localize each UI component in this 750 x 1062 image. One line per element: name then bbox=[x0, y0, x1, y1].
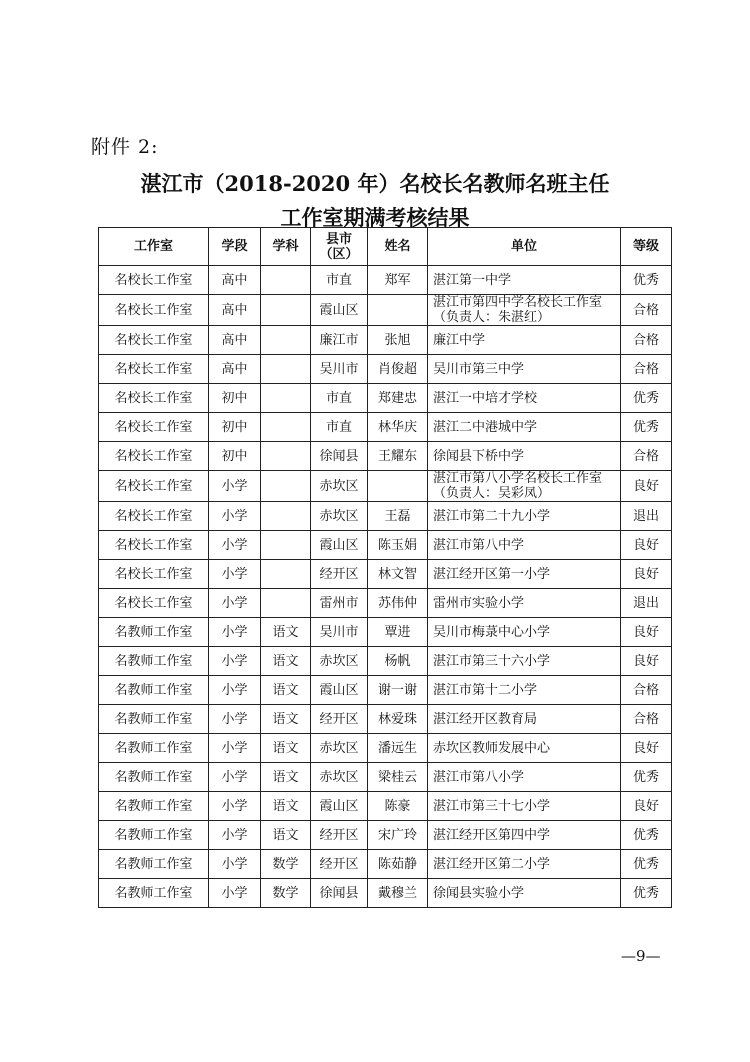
cell-unit: 雷州市实验小学 bbox=[428, 589, 621, 618]
table-row bbox=[99, 589, 672, 618]
cell-grade: 优秀 bbox=[621, 821, 672, 850]
cell-name: 王磊 bbox=[368, 502, 428, 531]
cell-unit: 湛江市第三十六小学 bbox=[428, 647, 621, 676]
cell-studio: 名校长工作室 bbox=[99, 384, 209, 413]
cell-subject bbox=[261, 355, 311, 384]
cell-name: 林华庆 bbox=[368, 413, 428, 442]
table-row bbox=[99, 560, 672, 589]
header-studio: 工作室 bbox=[99, 228, 209, 266]
table-header-row bbox=[99, 228, 672, 266]
cell-subject: 语文 bbox=[261, 821, 311, 850]
cell-subject: 语文 bbox=[261, 618, 311, 647]
cell-district: 吴川市 bbox=[311, 355, 368, 384]
cell-district: 赤坎区 bbox=[311, 502, 368, 531]
cell-grade: 合格 bbox=[621, 676, 672, 705]
cell-subject: 语文 bbox=[261, 734, 311, 763]
cell-subject: 语文 bbox=[261, 647, 311, 676]
cell-grade: 退出 bbox=[621, 589, 672, 618]
cell-grade: 良好 bbox=[621, 471, 672, 502]
table-row bbox=[99, 442, 672, 471]
cell-district: 经开区 bbox=[311, 560, 368, 589]
cell-unit: 湛江经开区教育局 bbox=[428, 705, 621, 734]
table-row bbox=[99, 266, 672, 295]
cell-name: 陈茹静 bbox=[368, 850, 428, 879]
cell-district: 徐闻县 bbox=[311, 879, 368, 908]
cell-grade: 良好 bbox=[621, 792, 672, 821]
cell-subject bbox=[261, 295, 311, 326]
cell-grade: 良好 bbox=[621, 734, 672, 763]
cell-studio: 名教师工作室 bbox=[99, 676, 209, 705]
cell-grade: 良好 bbox=[621, 618, 672, 647]
cell-studio: 名教师工作室 bbox=[99, 734, 209, 763]
header-subject: 学科 bbox=[261, 228, 311, 266]
cell-stage: 小学 bbox=[209, 531, 261, 560]
results-table bbox=[98, 227, 672, 908]
cell-studio: 名校长工作室 bbox=[99, 355, 209, 384]
cell-subject: 语文 bbox=[261, 763, 311, 792]
page-number: —9— bbox=[621, 947, 661, 965]
cell-stage: 小学 bbox=[209, 879, 261, 908]
cell-grade: 优秀 bbox=[621, 384, 672, 413]
cell-name bbox=[368, 295, 428, 326]
cell-studio: 名校长工作室 bbox=[99, 589, 209, 618]
table-row bbox=[99, 295, 672, 326]
cell-subject: 语文 bbox=[261, 792, 311, 821]
document-title-line2: 工作室期满考核结果 bbox=[280, 205, 470, 230]
cell-district: 霞山区 bbox=[311, 295, 368, 326]
cell-district: 雷州市 bbox=[311, 589, 368, 618]
cell-unit: 徐闻县实验小学 bbox=[428, 879, 621, 908]
cell-grade: 良好 bbox=[621, 560, 672, 589]
cell-unit: 湛江一中培才学校 bbox=[428, 384, 621, 413]
cell-unit: 湛江经开区第四中学 bbox=[428, 821, 621, 850]
cell-grade: 优秀 bbox=[621, 763, 672, 792]
header-grade: 等级 bbox=[621, 228, 672, 266]
cell-name: 杨帆 bbox=[368, 647, 428, 676]
cell-studio: 名校长工作室 bbox=[99, 502, 209, 531]
cell-unit: 湛江市第二十九小学 bbox=[428, 502, 621, 531]
cell-studio: 名校长工作室 bbox=[99, 266, 209, 295]
cell-district: 市直 bbox=[311, 413, 368, 442]
table-row bbox=[99, 676, 672, 705]
cell-stage: 小学 bbox=[209, 618, 261, 647]
cell-unit: 吴川市梅菉中心小学 bbox=[428, 618, 621, 647]
table-row bbox=[99, 792, 672, 821]
cell-unit: 徐闻县下桥中学 bbox=[428, 442, 621, 471]
cell-stage: 初中 bbox=[209, 384, 261, 413]
cell-stage: 小学 bbox=[209, 589, 261, 618]
cell-district: 霞山区 bbox=[311, 676, 368, 705]
cell-district: 赤坎区 bbox=[311, 763, 368, 792]
cell-grade: 合格 bbox=[621, 355, 672, 384]
cell-grade: 优秀 bbox=[621, 850, 672, 879]
cell-grade: 优秀 bbox=[621, 266, 672, 295]
cell-subject: 数学 bbox=[261, 879, 311, 908]
cell-district: 经开区 bbox=[311, 850, 368, 879]
cell-unit: 湛江市第三十七小学 bbox=[428, 792, 621, 821]
cell-district: 赤坎区 bbox=[311, 647, 368, 676]
cell-studio: 名校长工作室 bbox=[99, 531, 209, 560]
table-row bbox=[99, 734, 672, 763]
cell-studio: 名教师工作室 bbox=[99, 618, 209, 647]
cell-district: 廉江市 bbox=[311, 326, 368, 355]
cell-grade: 优秀 bbox=[621, 413, 672, 442]
cell-subject bbox=[261, 471, 311, 502]
cell-subject bbox=[261, 442, 311, 471]
table-row bbox=[99, 326, 672, 355]
cell-name: 肖俊超 bbox=[368, 355, 428, 384]
cell-studio: 名教师工作室 bbox=[99, 821, 209, 850]
table-row bbox=[99, 705, 672, 734]
cell-name: 林文智 bbox=[368, 560, 428, 589]
header-name: 姓名 bbox=[368, 228, 428, 266]
cell-stage: 小学 bbox=[209, 821, 261, 850]
table-row bbox=[99, 355, 672, 384]
cell-name: 林爱珠 bbox=[368, 705, 428, 734]
header-stage: 学段 bbox=[209, 228, 261, 266]
cell-grade: 合格 bbox=[621, 705, 672, 734]
cell-unit: 廉江中学 bbox=[428, 326, 621, 355]
cell-district: 吴川市 bbox=[311, 618, 368, 647]
cell-subject bbox=[261, 266, 311, 295]
cell-subject bbox=[261, 560, 311, 589]
cell-subject: 语文 bbox=[261, 705, 311, 734]
cell-district: 霞山区 bbox=[311, 531, 368, 560]
cell-studio: 名校长工作室 bbox=[99, 471, 209, 502]
table-row bbox=[99, 763, 672, 792]
cell-stage: 小学 bbox=[209, 471, 261, 502]
table-row bbox=[99, 850, 672, 879]
table-row bbox=[99, 502, 672, 531]
cell-unit: 湛江第一中学 bbox=[428, 266, 621, 295]
cell-studio: 名教师工作室 bbox=[99, 792, 209, 821]
cell-stage: 小学 bbox=[209, 560, 261, 589]
cell-district: 市直 bbox=[311, 266, 368, 295]
table-body bbox=[99, 266, 672, 908]
cell-stage: 高中 bbox=[209, 326, 261, 355]
cell-stage: 小学 bbox=[209, 792, 261, 821]
cell-name bbox=[368, 471, 428, 502]
cell-studio: 名教师工作室 bbox=[99, 850, 209, 879]
cell-name: 郑建忠 bbox=[368, 384, 428, 413]
table-row bbox=[99, 879, 672, 908]
cell-grade: 合格 bbox=[621, 442, 672, 471]
cell-name: 梁桂云 bbox=[368, 763, 428, 792]
cell-name: 王耀东 bbox=[368, 442, 428, 471]
cell-studio: 名校长工作室 bbox=[99, 413, 209, 442]
cell-name: 潘远生 bbox=[368, 734, 428, 763]
attachment-label: 附件 2: bbox=[91, 136, 159, 158]
cell-subject bbox=[261, 413, 311, 442]
cell-studio: 名教师工作室 bbox=[99, 763, 209, 792]
header-unit: 单位 bbox=[428, 228, 621, 266]
cell-stage: 小学 bbox=[209, 734, 261, 763]
cell-district: 经开区 bbox=[311, 821, 368, 850]
cell-unit: 湛江市第四中学名校长工作室（负责人：朱湛红） bbox=[428, 295, 621, 326]
table-row bbox=[99, 531, 672, 560]
cell-district: 经开区 bbox=[311, 705, 368, 734]
cell-subject bbox=[261, 589, 311, 618]
cell-studio: 名校长工作室 bbox=[99, 326, 209, 355]
document-title-line1: 湛江市（2018-2020 年）名校长名教师名班主任 bbox=[140, 171, 610, 196]
cell-stage: 高中 bbox=[209, 355, 261, 384]
table-row bbox=[99, 647, 672, 676]
cell-unit: 湛江市第八小学 bbox=[428, 763, 621, 792]
table-row bbox=[99, 471, 672, 502]
cell-studio: 名校长工作室 bbox=[99, 295, 209, 326]
cell-unit: 湛江市第十二小学 bbox=[428, 676, 621, 705]
cell-stage: 高中 bbox=[209, 266, 261, 295]
cell-grade: 良好 bbox=[621, 531, 672, 560]
cell-unit: 湛江市第八中学 bbox=[428, 531, 621, 560]
cell-name: 谢一谢 bbox=[368, 676, 428, 705]
cell-subject bbox=[261, 384, 311, 413]
table-row bbox=[99, 821, 672, 850]
cell-studio: 名教师工作室 bbox=[99, 705, 209, 734]
cell-stage: 小学 bbox=[209, 763, 261, 792]
cell-grade: 合格 bbox=[621, 326, 672, 355]
cell-stage: 初中 bbox=[209, 413, 261, 442]
cell-stage: 小学 bbox=[209, 705, 261, 734]
cell-studio: 名校长工作室 bbox=[99, 442, 209, 471]
table-row bbox=[99, 618, 672, 647]
cell-name: 张旭 bbox=[368, 326, 428, 355]
cell-grade: 退出 bbox=[621, 502, 672, 531]
cell-unit: 吴川市第三中学 bbox=[428, 355, 621, 384]
cell-name: 戴穆兰 bbox=[368, 879, 428, 908]
header-district: 县市（区） bbox=[311, 228, 368, 266]
cell-name: 宋广玲 bbox=[368, 821, 428, 850]
cell-subject: 语文 bbox=[261, 676, 311, 705]
cell-district: 霞山区 bbox=[311, 792, 368, 821]
cell-district: 赤坎区 bbox=[311, 471, 368, 502]
cell-name: 覃进 bbox=[368, 618, 428, 647]
cell-stage: 小学 bbox=[209, 502, 261, 531]
cell-district: 市直 bbox=[311, 384, 368, 413]
cell-grade: 良好 bbox=[621, 647, 672, 676]
cell-unit: 湛江经开区第一小学 bbox=[428, 560, 621, 589]
cell-subject bbox=[261, 531, 311, 560]
cell-studio: 名教师工作室 bbox=[99, 879, 209, 908]
cell-name: 陈豪 bbox=[368, 792, 428, 821]
cell-name: 苏伟仲 bbox=[368, 589, 428, 618]
table-row bbox=[99, 413, 672, 442]
cell-name: 陈玉娟 bbox=[368, 531, 428, 560]
cell-unit: 赤坎区教师发展中心 bbox=[428, 734, 621, 763]
cell-name: 郑军 bbox=[368, 266, 428, 295]
cell-stage: 小学 bbox=[209, 676, 261, 705]
cell-grade: 优秀 bbox=[621, 879, 672, 908]
cell-district: 赤坎区 bbox=[311, 734, 368, 763]
cell-stage: 高中 bbox=[209, 295, 261, 326]
cell-studio: 名教师工作室 bbox=[99, 647, 209, 676]
cell-subject bbox=[261, 502, 311, 531]
cell-unit: 湛江市第八小学名校长工作室（负责人：吴彩凤） bbox=[428, 471, 621, 502]
cell-stage: 初中 bbox=[209, 442, 261, 471]
cell-studio: 名校长工作室 bbox=[99, 560, 209, 589]
cell-subject: 数学 bbox=[261, 850, 311, 879]
cell-stage: 小学 bbox=[209, 647, 261, 676]
cell-grade: 合格 bbox=[621, 295, 672, 326]
cell-unit: 湛江二中港城中学 bbox=[428, 413, 621, 442]
cell-subject bbox=[261, 326, 311, 355]
cell-unit: 湛江经开区第二小学 bbox=[428, 850, 621, 879]
cell-district: 徐闻县 bbox=[311, 442, 368, 471]
cell-stage: 小学 bbox=[209, 850, 261, 879]
table-row bbox=[99, 384, 672, 413]
